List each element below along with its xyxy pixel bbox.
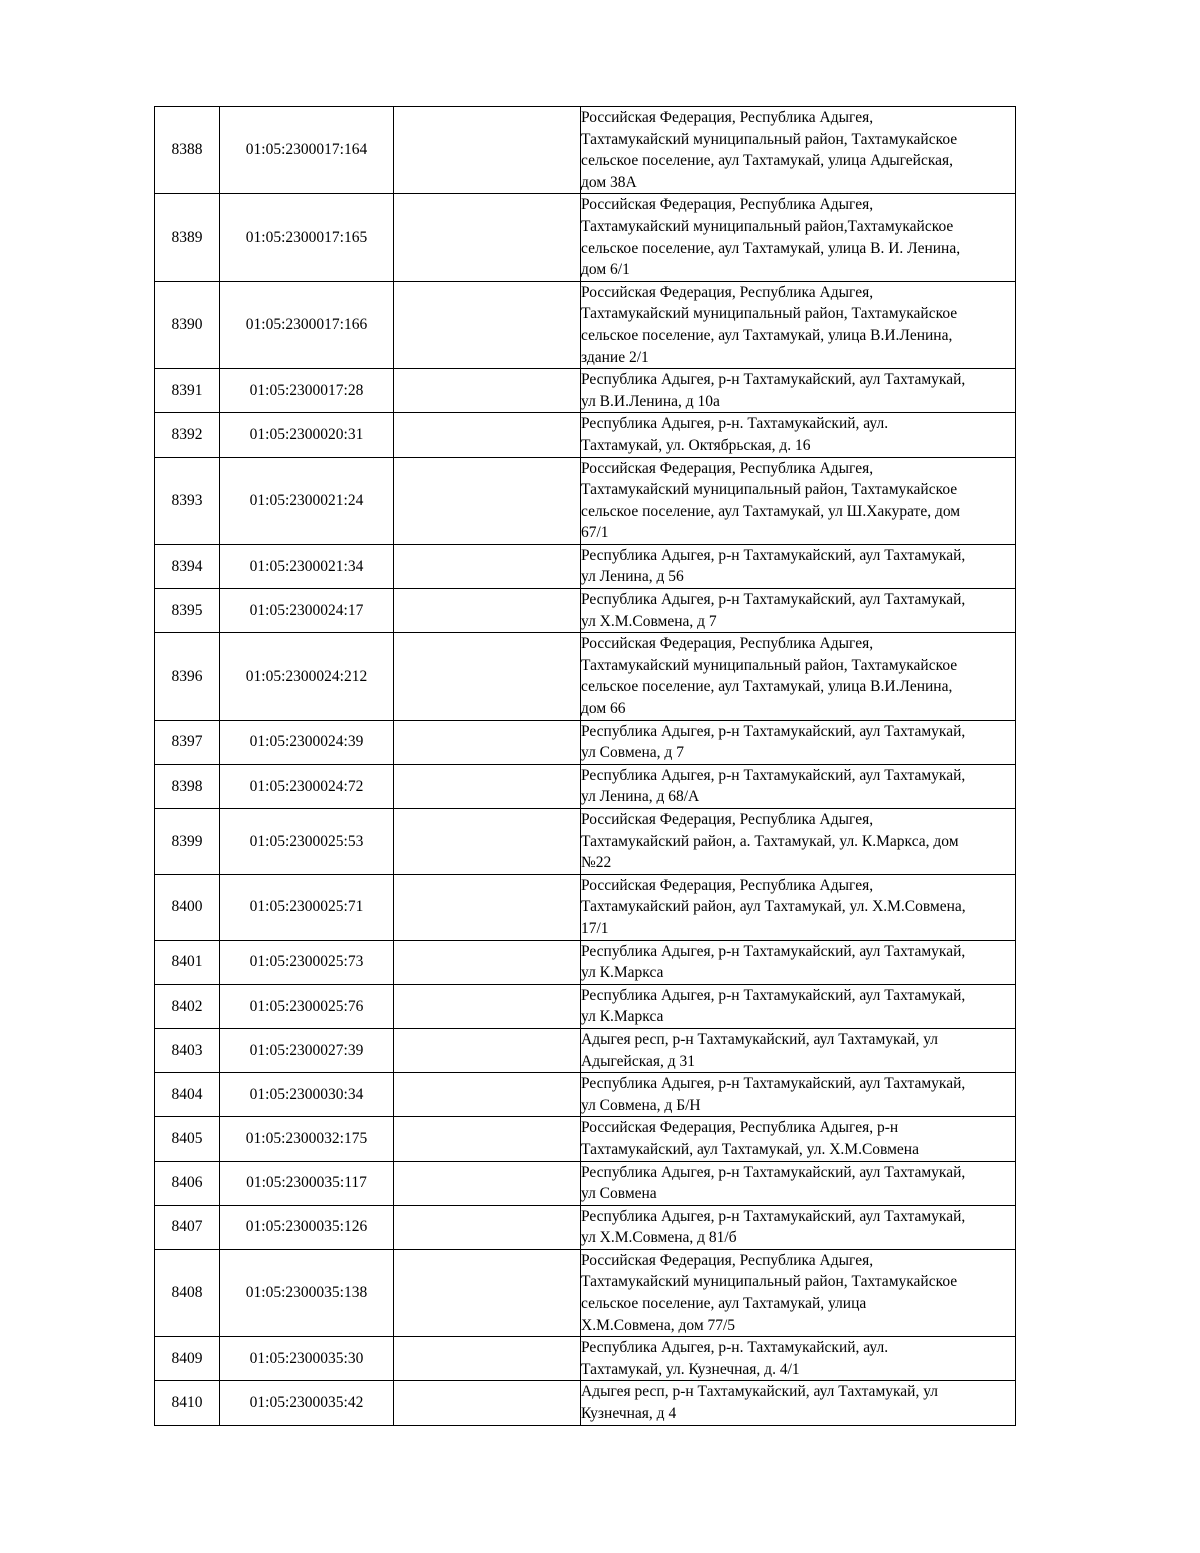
- row-number: 8396: [155, 633, 220, 720]
- empty-cell: [394, 413, 581, 457]
- address-line: Тахтамукайский муниципальный район, Тахтамукайское: [581, 305, 958, 323]
- table-row: [155, 633, 1016, 720]
- address-line: Российская Федерация, Республика Адыгея,: [581, 635, 874, 653]
- address-line: Республика Адыгея, р-н Тахтамукайский, аул Тахтамукай,: [581, 1163, 966, 1181]
- address-line: сельское поселение, аул Тахтамукай, улица В. И. Ленина,: [581, 239, 961, 257]
- address-cell: [581, 940, 1016, 984]
- address-line: ул Совмена, д Б/Н: [581, 1096, 701, 1114]
- address-line: 17/1: [581, 919, 609, 937]
- empty-cell: [394, 1381, 581, 1425]
- table-row: [155, 1161, 1016, 1205]
- empty-cell: [394, 589, 581, 633]
- row-number: 8402: [155, 984, 220, 1028]
- address-line: дом 38А: [581, 173, 637, 191]
- empty-cell: [394, 984, 581, 1028]
- address-line: Кузнечная, д 4: [581, 1405, 677, 1423]
- row-number: 8400: [155, 874, 220, 940]
- table-row: [155, 720, 1016, 764]
- empty-cell: [394, 457, 581, 544]
- cadastral-number: 01:05:2300024:72: [220, 764, 394, 808]
- address-line: ул Х.М.Совмена, д 81/б: [581, 1229, 737, 1247]
- cadastral-number: 01:05:2300017:166: [220, 281, 394, 368]
- cadastral-number: 01:05:2300030:34: [220, 1073, 394, 1117]
- address-line: сельское поселение, аул Тахтамукай, улица В.И.Ленина,: [581, 326, 953, 344]
- table-row: [155, 1117, 1016, 1161]
- address-cell: [581, 544, 1016, 588]
- empty-cell: [394, 874, 581, 940]
- address-line: ул Ленина, д 68/А: [581, 788, 700, 806]
- cadastral-number: 01:05:2300035:126: [220, 1205, 394, 1249]
- address-cell: [581, 1073, 1016, 1117]
- table-row: [155, 940, 1016, 984]
- table-row: [155, 457, 1016, 544]
- address-line: Республика Адыгея, р-н Тахтамукайский, аул Тахтамукай,: [581, 766, 966, 784]
- table-row: [155, 1381, 1016, 1425]
- table-row: [155, 1205, 1016, 1249]
- address-line: Адыгейская, д 31: [581, 1052, 696, 1070]
- address-line: ул В.И.Ленина, д 10а: [581, 392, 720, 410]
- table-row: [155, 107, 1016, 194]
- table-row: [155, 1337, 1016, 1381]
- row-number: 8392: [155, 413, 220, 457]
- address-cell: [581, 107, 1016, 194]
- address-line: сельское поселение, аул Тахтамукай, улица: [581, 1295, 867, 1313]
- table-row: [155, 764, 1016, 808]
- cadastral-number: 01:05:2300024:212: [220, 633, 394, 720]
- address-cell: [581, 874, 1016, 940]
- address-cell: [581, 369, 1016, 413]
- row-number: 8394: [155, 544, 220, 588]
- row-number: 8403: [155, 1028, 220, 1072]
- address-cell: [581, 194, 1016, 281]
- row-number: 8397: [155, 720, 220, 764]
- cadastral-number: 01:05:2300032:175: [220, 1117, 394, 1161]
- address-line: дом 6/1: [581, 261, 630, 279]
- address-line: Республика Адыгея, р-н Тахтамукайский, аул Тахтамукай,: [581, 1075, 966, 1093]
- row-number: 8401: [155, 940, 220, 984]
- address-cell: [581, 1117, 1016, 1161]
- table-row: [155, 281, 1016, 368]
- address-line: Российская Федерация, Республика Адыгея,: [581, 1251, 874, 1269]
- address-line: Республика Адыгея, р-н. Тахтамукайский, аул.: [581, 1339, 889, 1357]
- address-line: Российская Федерация, Республика Адыгея,: [581, 283, 874, 301]
- table-row: [155, 809, 1016, 875]
- address-line: Республика Адыгея, р-н Тахтамукайский, аул Тахтамукай,: [581, 942, 966, 960]
- address-line: Адыгея респ, р-н Тахтамукайский, аул Тахтамукай, ул: [581, 1030, 939, 1048]
- address-line: Тахтамукайский район, а. Тахтамукай, ул. К.Маркса, дом: [581, 832, 959, 850]
- cadastral-number: 01:05:2300017:28: [220, 369, 394, 413]
- address-cell: [581, 1161, 1016, 1205]
- row-number: 8390: [155, 281, 220, 368]
- address-line: сельское поселение, аул Тахтамукай, ул Ш.Хакурате, дом: [581, 502, 961, 520]
- address-line: ул Совмена: [581, 1185, 657, 1203]
- address-line: сельское поселение, аул Тахтамукай, улица В.И.Ленина,: [581, 678, 953, 696]
- row-number: 8388: [155, 107, 220, 194]
- empty-cell: [394, 1117, 581, 1161]
- row-number: 8410: [155, 1381, 220, 1425]
- address-line: ул К.Маркса: [581, 964, 664, 982]
- address-line: Российская Федерация, Республика Адыгея,: [581, 459, 874, 477]
- empty-cell: [394, 809, 581, 875]
- row-number: 8409: [155, 1337, 220, 1381]
- row-number: 8408: [155, 1249, 220, 1336]
- empty-cell: [394, 281, 581, 368]
- empty-cell: [394, 1161, 581, 1205]
- table-row: [155, 1073, 1016, 1117]
- address-line: Российская Федерация, Республика Адыгея,: [581, 811, 874, 828]
- empty-cell: [394, 544, 581, 588]
- cadastral-number: 01:05:2300021:24: [220, 457, 394, 544]
- row-number: 8405: [155, 1117, 220, 1161]
- row-number: 8395: [155, 589, 220, 633]
- address-cell: [581, 1249, 1016, 1336]
- cadastral-number: 01:05:2300027:39: [220, 1028, 394, 1072]
- address-line: Тахтамукай, ул. Кузнечная, д. 4/1: [581, 1360, 800, 1378]
- address-line: Тахтамукайский муниципальный район, Тахтамукайское: [581, 656, 958, 674]
- address-line: Республика Адыгея, р-н Тахтамукайский, аул Тахтамукай,: [581, 722, 966, 740]
- address-cell: [581, 764, 1016, 808]
- empty-cell: [394, 940, 581, 984]
- address-cell: [581, 281, 1016, 368]
- address-line: Х.М.Совмена, дом 77/5: [581, 1316, 736, 1334]
- address-line: ул Ленина, д 56: [581, 568, 684, 586]
- address-line: Республика Адыгея, р-н Тахтамукайский, аул Тахтамукай,: [581, 371, 966, 389]
- cadastral-number: 01:05:2300024:17: [220, 589, 394, 633]
- address-line: Тахтамукайский муниципальный район, Тахтамукайское: [581, 130, 958, 148]
- empty-cell: [394, 1337, 581, 1381]
- empty-cell: [394, 107, 581, 194]
- address-line: Республика Адыгея, р-н Тахтамукайский, аул Тахтамукай,: [581, 591, 966, 609]
- address-cell: [581, 1028, 1016, 1072]
- address-line: Тахтамукайский муниципальный район, Тахтамукайское: [581, 1273, 958, 1291]
- cadastral-number: 01:05:2300020:31: [220, 413, 394, 457]
- address-line: Тахтамукайский район, аул Тахтамукай, ул. Х.М.Совмена,: [581, 898, 966, 916]
- address-line: Республика Адыгея, р-н Тахтамукайский, аул Тахтамукай,: [581, 546, 966, 564]
- address-line: дом 66: [581, 700, 626, 718]
- cadastral-number: 01:05:2300025:71: [220, 874, 394, 940]
- address-cell: [581, 984, 1016, 1028]
- row-number: 8399: [155, 809, 220, 875]
- address-cell: [581, 413, 1016, 457]
- empty-cell: [394, 369, 581, 413]
- registry-table-body: [155, 107, 1016, 1426]
- cadastral-number: 01:05:2300017:164: [220, 107, 394, 194]
- empty-cell: [394, 194, 581, 281]
- table-row: [155, 984, 1016, 1028]
- address-cell: [581, 1337, 1016, 1381]
- address-cell: [581, 589, 1016, 633]
- table-row: [155, 589, 1016, 633]
- address-line: 67/1: [581, 524, 609, 542]
- cadastral-number: 01:05:2300025:73: [220, 940, 394, 984]
- address-cell: [581, 720, 1016, 764]
- row-number: 8407: [155, 1205, 220, 1249]
- address-line: ул Х.М.Совмена, д 7: [581, 612, 717, 630]
- empty-cell: [394, 633, 581, 720]
- address-line: Республика Адыгея, р-н. Тахтамукайский, аул.: [581, 415, 889, 433]
- address-line: Российская Федерация, Республика Адыгея,: [581, 196, 874, 214]
- table-row: [155, 544, 1016, 588]
- row-number: 8389: [155, 194, 220, 281]
- address-line: Тахтамукайский муниципальный район, Тахтамукайское: [581, 481, 958, 499]
- table-row: [155, 874, 1016, 940]
- empty-cell: [394, 1205, 581, 1249]
- row-number: 8398: [155, 764, 220, 808]
- address-line: ул К.Маркса: [581, 1008, 664, 1026]
- row-number: 8406: [155, 1161, 220, 1205]
- empty-cell: [394, 764, 581, 808]
- cadastral-number: 01:05:2300017:165: [220, 194, 394, 281]
- row-number: 8404: [155, 1073, 220, 1117]
- address-line: сельское поселение, аул Тахтамукай, улица Адыгейская,: [581, 152, 954, 170]
- cadastral-number: 01:05:2300025:76: [220, 984, 394, 1028]
- address-cell: [581, 457, 1016, 544]
- row-number: 8391: [155, 369, 220, 413]
- address-line: №22: [581, 854, 612, 872]
- table-row: [155, 194, 1016, 281]
- cadastral-number: 01:05:2300021:34: [220, 544, 394, 588]
- address-line: Тахтамукай, ул. Октябрьская, д. 16: [581, 436, 811, 454]
- cadastral-number: 01:05:2300035:138: [220, 1249, 394, 1336]
- address-line: Республика Адыгея, р-н Тахтамукайский, аул Тахтамукай,: [581, 1207, 966, 1225]
- address-cell: [581, 633, 1016, 720]
- address-cell: [581, 1381, 1016, 1425]
- cadastral-number: 01:05:2300025:53: [220, 809, 394, 875]
- address-cell: [581, 1205, 1016, 1249]
- address-line: Российская Федерация, Республика Адыгея,: [581, 109, 874, 126]
- address-line: Тахтамукайский, аул Тахтамукай, ул. Х.М.Совмена: [581, 1140, 919, 1158]
- table-row: [155, 413, 1016, 457]
- cadastral-number: 01:05:2300035:42: [220, 1381, 394, 1425]
- row-number: 8393: [155, 457, 220, 544]
- address-line: Адыгея респ, р-н Тахтамукайский, аул Тахтамукай, ул: [581, 1383, 939, 1401]
- table-row: [155, 1028, 1016, 1072]
- cadastral-number: 01:05:2300024:39: [220, 720, 394, 764]
- address-line: здание 2/1: [581, 348, 649, 366]
- cadastral-number: 01:05:2300035:117: [220, 1161, 394, 1205]
- table-row: [155, 369, 1016, 413]
- registry-table: [154, 106, 1016, 1426]
- address-line: ул Совмена, д 7: [581, 744, 684, 762]
- empty-cell: [394, 1073, 581, 1117]
- empty-cell: [394, 1249, 581, 1336]
- address-line: Российская Федерация, Республика Адыгея, р-н: [581, 1119, 899, 1137]
- empty-cell: [394, 1028, 581, 1072]
- cadastral-number: 01:05:2300035:30: [220, 1337, 394, 1381]
- address-line: Республика Адыгея, р-н Тахтамукайский, аул Тахтамукай,: [581, 986, 966, 1004]
- address-line: Тахтамукайский муниципальный район,Тахтамукайское: [581, 217, 954, 235]
- empty-cell: [394, 720, 581, 764]
- address-line: Российская Федерация, Республика Адыгея,: [581, 876, 874, 894]
- address-cell: [581, 809, 1016, 875]
- table-row: [155, 1249, 1016, 1336]
